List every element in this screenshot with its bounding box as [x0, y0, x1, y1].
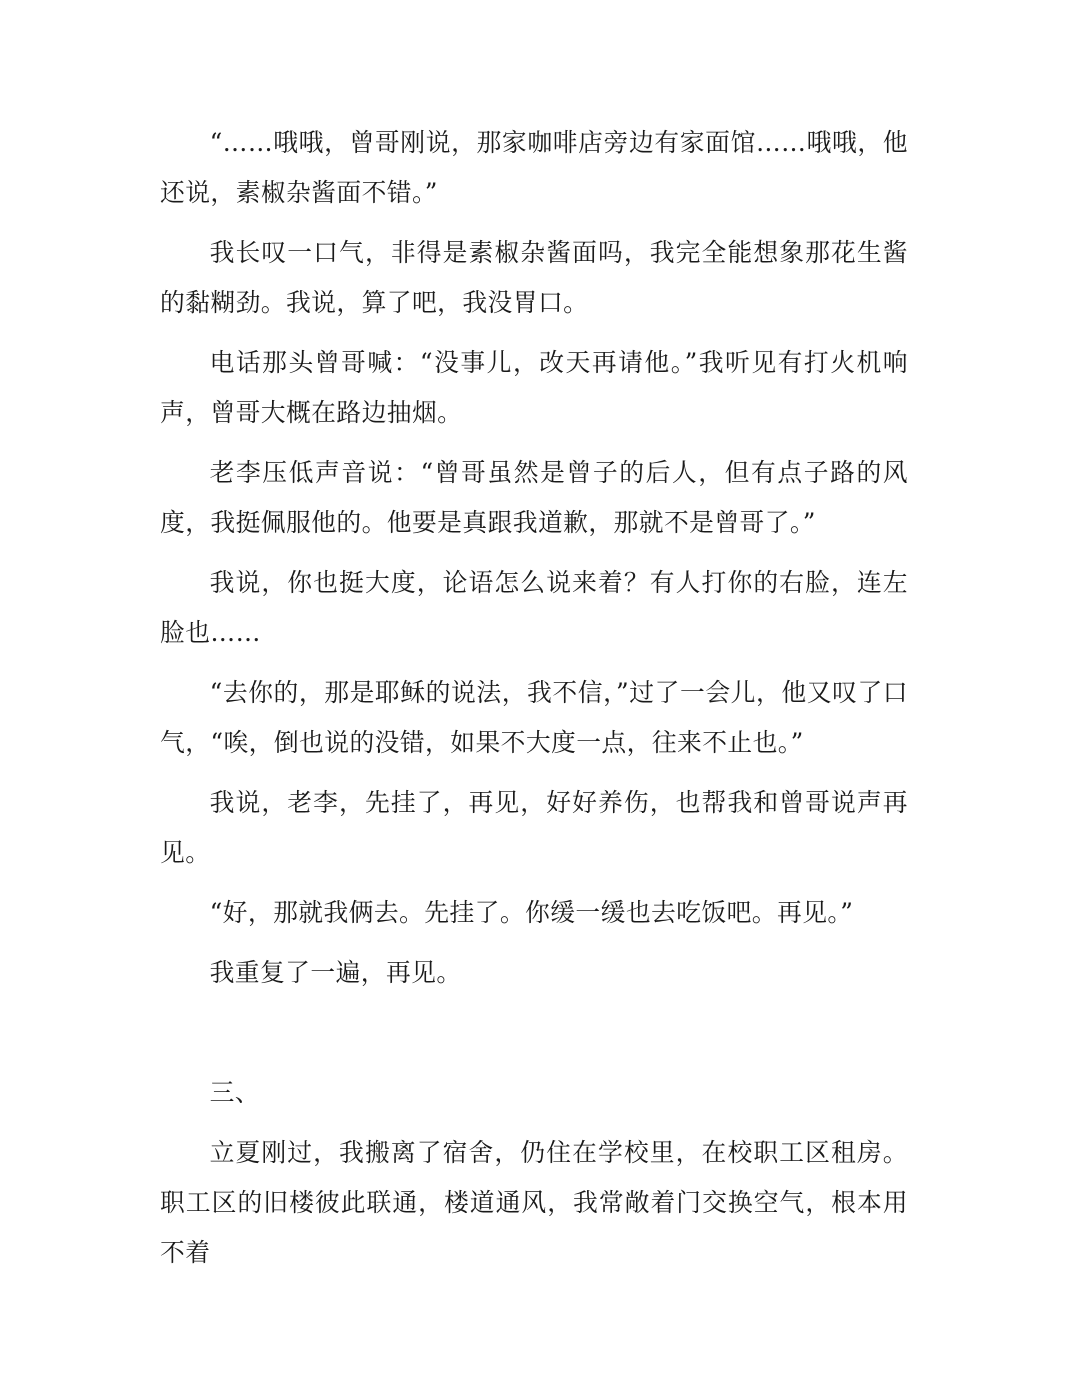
paragraph: 我说，老李，先挂了，再见，好好养伤，也帮我和曾哥说声再见。 — [160, 788, 908, 867]
paragraph: 我重复了一遍，再见。 — [209, 958, 462, 987]
section-heading: 三、 — [209, 1078, 260, 1107]
paragraph: 我说，你也挺大度，论语怎么说来着？有人打你的右脸，连左脸也…… — [160, 568, 908, 647]
paragraph: 立夏刚过，我搬离了宿舍，仍住在学校里，在校职工区租房。职工区的旧楼彼此联通，楼道通风，我常敞着门交换空气，根本用不着 — [160, 1138, 908, 1267]
paragraph: “去你的，那是耶稣的说法，我不信，”过了一会儿，他又叹了口气，“唉，倒也说的没错，如果不大度一点，往来不止也。” — [160, 678, 908, 757]
body-text — [160, 118, 908, 1288]
paragraph: 我长叹一口气，非得是素椒杂酱面吗，我完全能想象那花生酱的黏糊劲。我说，算了吧，我没胃口。 — [160, 238, 908, 317]
paragraph: 老李压低声音说：“曾哥虽然是曾子的后人，但有点子路的风度，我挺佩服他的。他要是真跟我道歉，那就不是曾哥了。” — [160, 458, 908, 537]
paragraph: “好，那就我俩去。先挂了。你缓一缓也去吃饭吧。再见。” — [209, 898, 854, 927]
paragraph: 电话那头曾哥喊：“没事儿，改天再请他。”我听见有打火机响声，曾哥大概在路边抽烟。 — [160, 348, 908, 427]
paragraph: “……哦哦，曾哥刚说，那家咖啡店旁边有家面馆……哦哦，他还说，素椒杂酱面不错。” — [160, 128, 908, 207]
